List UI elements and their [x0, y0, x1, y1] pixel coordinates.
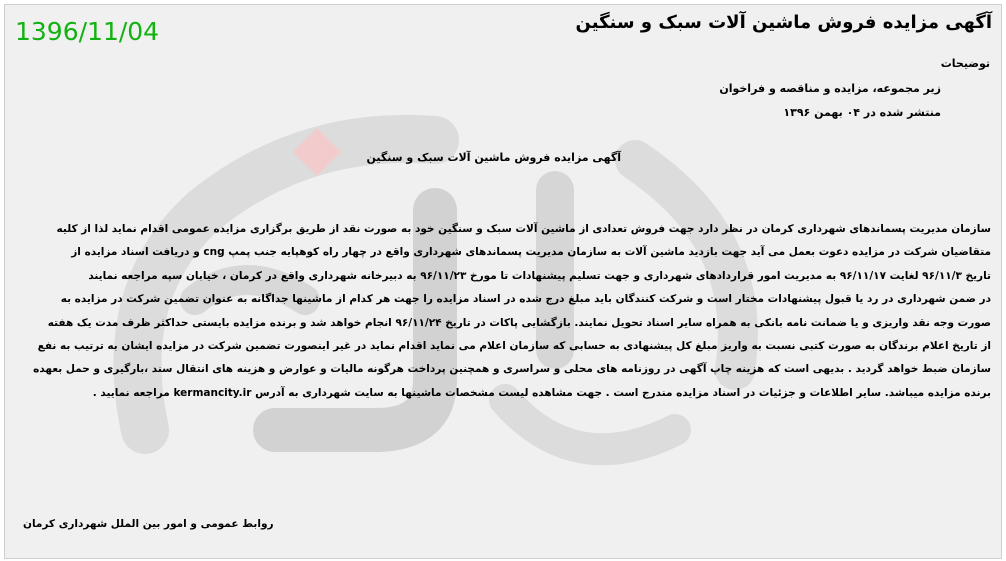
body-line: سازمان ضبط خواهد گردید . بدیهی است که هزینه چاپ آگهی در روزنامه های محلی و سراسری و همچنین پرداخت هرگونه مالیات و عوارض و هزینه های انتقال سند ،بارگیری و حمل بعهده [33, 363, 991, 376]
publish-date: 1396/11/04 [15, 17, 160, 46]
body-line: سازمان مدیریت پسماندهای شهرداری کرمان در نظر دارد جهت فروش تعدادی از ماشین آلات سبک و سنگین خود به صورت نقد از طریق برگزاری مزایده عمومی اقدام نماید لذا از کلیه [56, 223, 991, 235]
notice-subtitle: آگهی مزایده فروش ماشین آلات سبک و سنگین [366, 151, 621, 164]
description-label: توضیحات [940, 57, 990, 70]
body-line: از تاریخ اعلام برندگان به صورت کتبی نسبت به واریز مبلغ کل پیشنهادی به حسابی که سازمان اعلام می نماید اقدام نماید در غیر اینصورت تضمین شرکت در مزایده ایشان به ترتیب به نفع [37, 340, 991, 353]
category-text: زیر مجموعه، مزایده و مناقصه و فراخوان [719, 82, 941, 95]
notice-sheet [4, 4, 1002, 559]
notice-body [17, 218, 991, 405]
body-line: برنده مزایده میباشد. سایر اطلاعات و جزئیات در اسناد مزایده مندرج است . جهت مشاهده لیست مشخصات ماشینها به سایت شهرداری به آدرس kermancity.ir مراجعه نمایید . [92, 386, 991, 399]
page-title: آگهی مزایده فروش ماشین آلات سبک و سنگین [575, 12, 992, 33]
body-line: در ضمن شهرداری در رد یا قبول پیشنهادات مختار است و شرکت کنندگان باید مبلغ درج شده در اسناد مزایده را جهت هر کدام از ماشینها جداگانه به عنوان تضمین شرکت در مزایده به [60, 293, 991, 306]
published-date-text: منتشر شده در ۰۴ بهمن ۱۳۹۶ [783, 106, 941, 119]
body-line: صورت وجه نقد واریزی و یا ضمانت نامه بانکی به همراه سایر اسناد تحویل نمایند. بازگشایی پاکات در تاریخ ۹۶/۱۱/۲۴ انجام خواهد شد و برنده مزایده بایستی حداکثر ظرف مدت یک هفته [47, 316, 991, 329]
body-line: تاریخ ۹۶/۱۱/۳ لغایت ۹۶/۱۱/۱۷ به مدیریت امور قراردادهای شهرداری و جهت تسلیم پیشنهادات تا مورخ ۹۶/۱۱/۲۳ به دبیرخانه شهرداری واقع در کرمان ، خیابان سپه مراجعه نمایند [88, 269, 991, 282]
footer-signature: روابط عمومی و امور بین الملل شهرداری کرمان [23, 518, 274, 530]
body-line: متقاضیان شرکت در مزایده دعوت بعمل می آید جهت بازدید ماشین آلات به سازمان مدیریت پسماندهای شهرداری واقع در چهار راه کوهپایه جنب پمپ cng و دریافت اسناد مزایده از [71, 246, 991, 259]
